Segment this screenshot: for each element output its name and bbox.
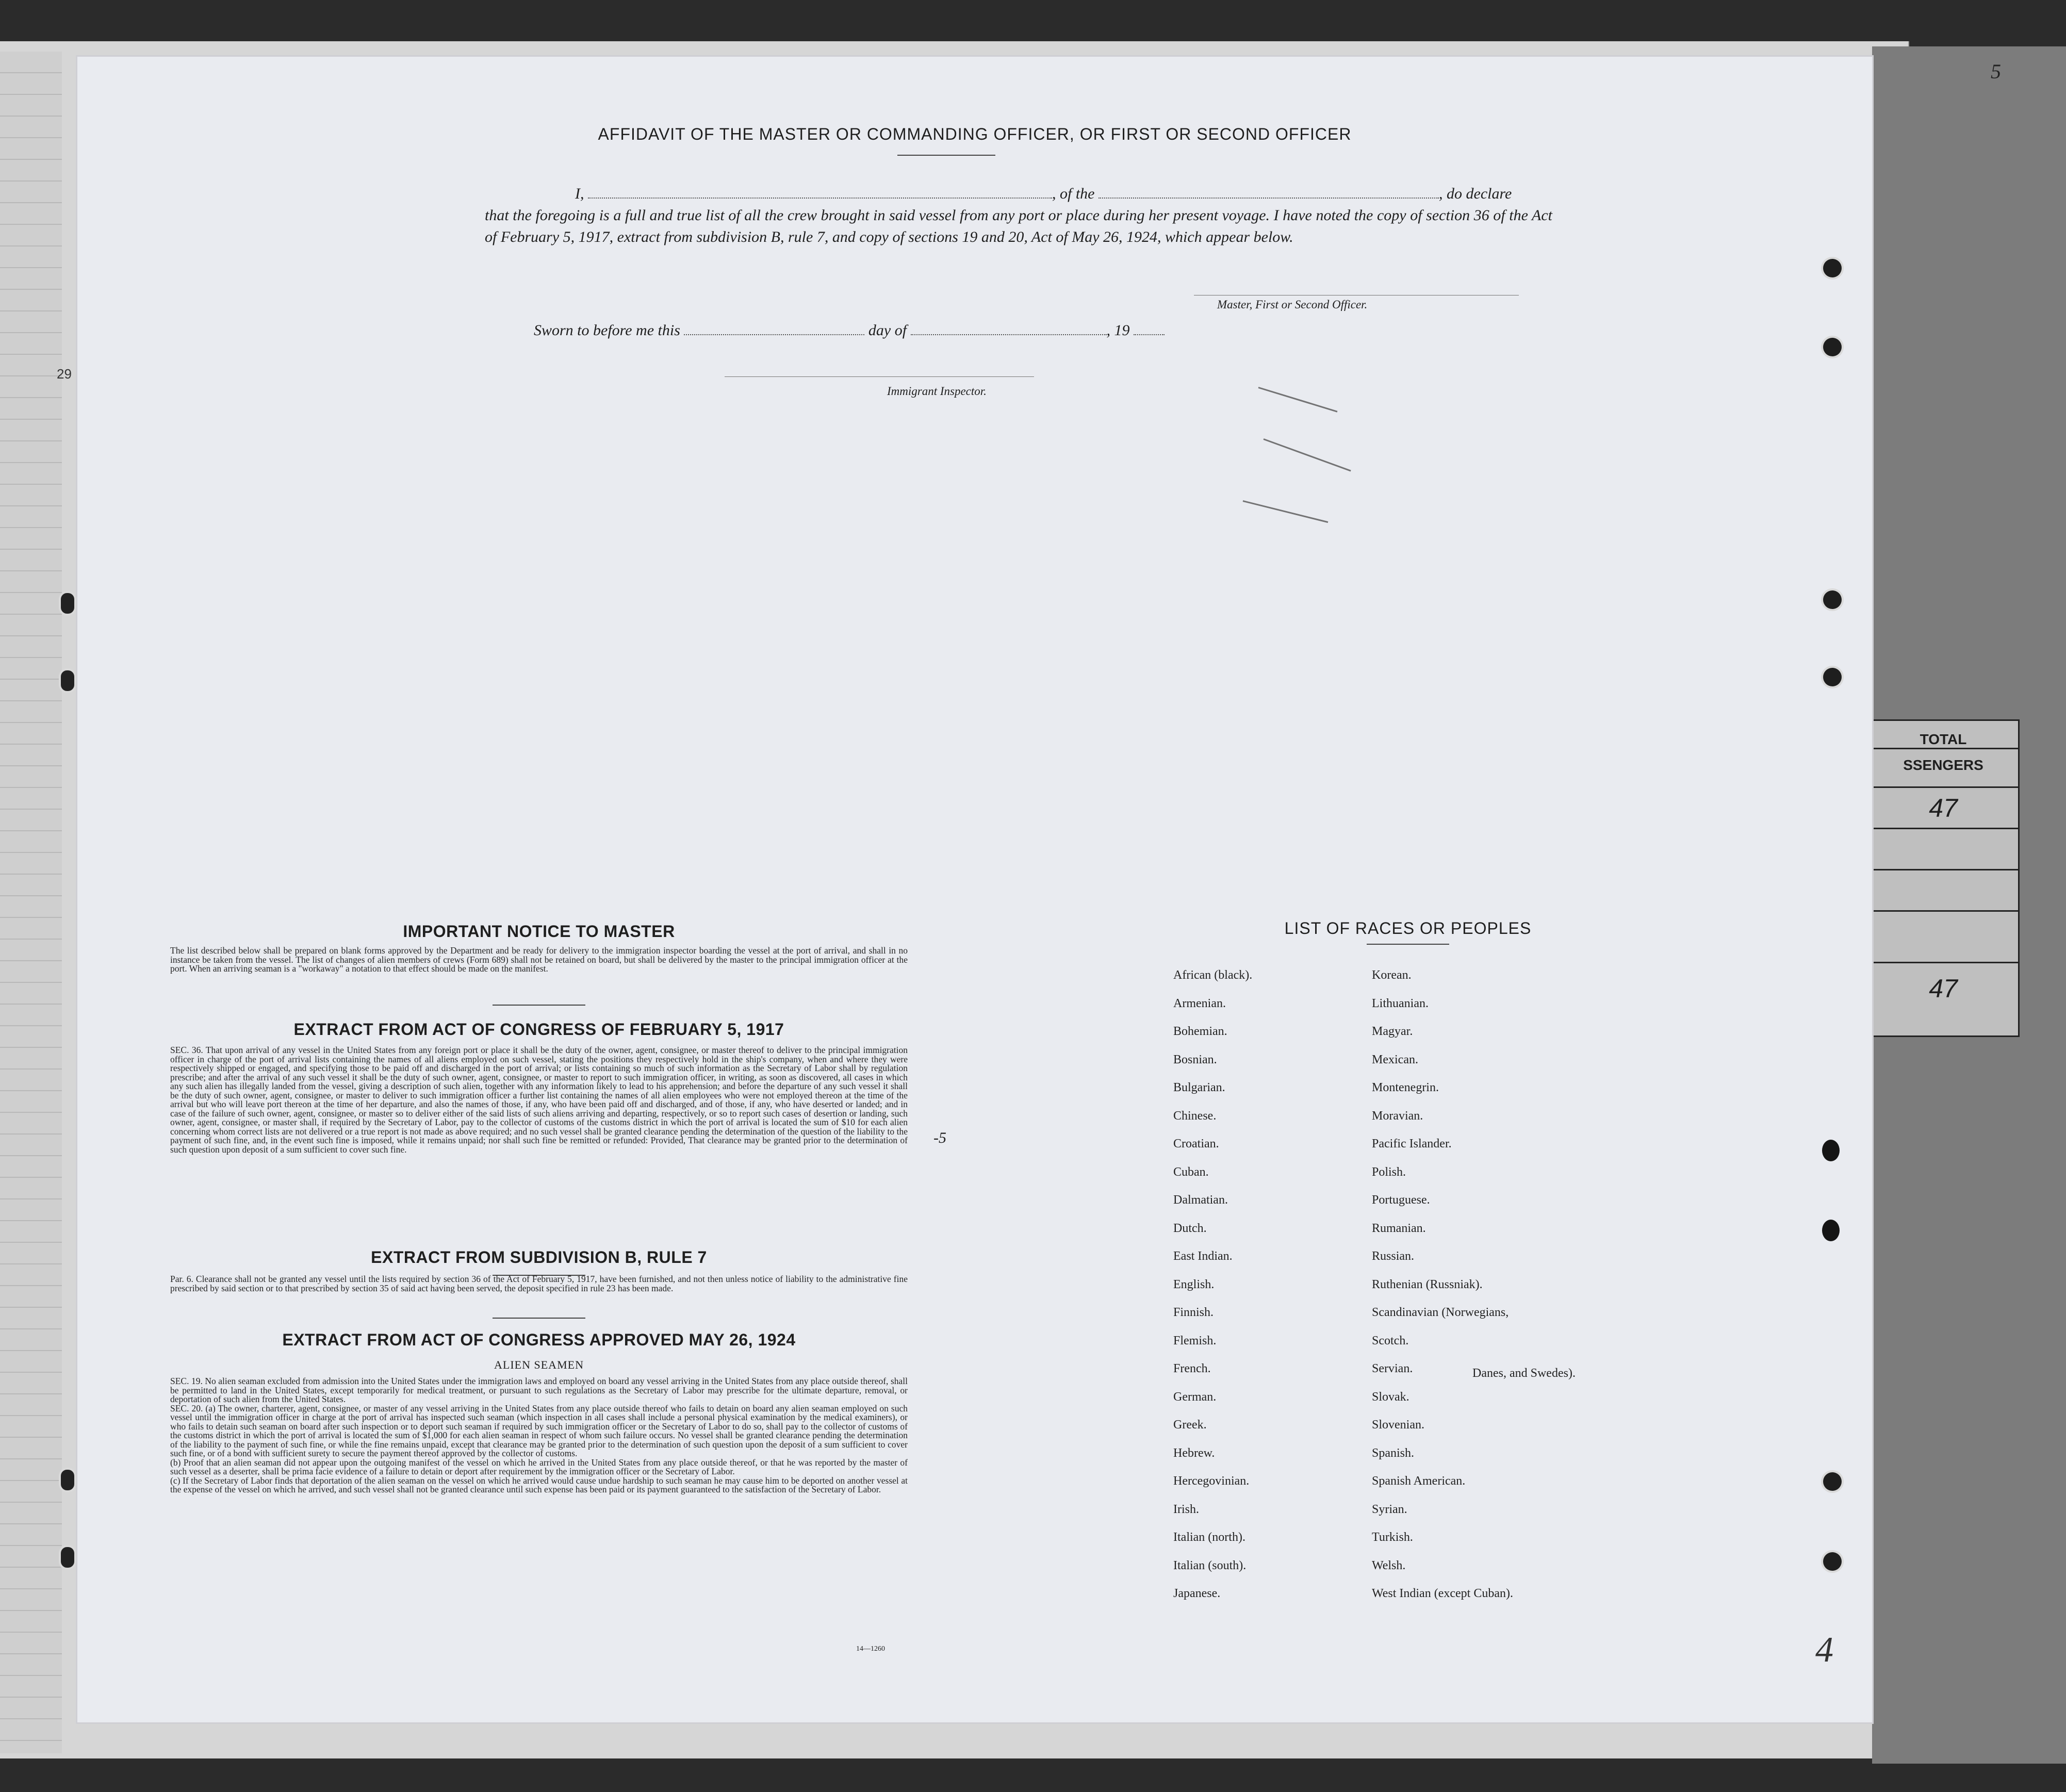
page-number-mark: 5 <box>1991 60 2001 83</box>
race-item: Chinese. <box>1173 1109 1217 1123</box>
extract-1917-body: SEC. 36. That upon arrival of any vessel in the United States from any foreign port or place it shall be the duty of the owner, agent, consignee, or master thereof to deliver to the principal immigration officer in charge of the port of arrival lists containing the names of all aliens employed on such vessel, stating the positions they respectively hold in the ship's company, when and where they were respectively shipped or engaged, and specifying those to be paid off and discharged in the port of arrival; or lists containing so much of such information as the Secretary of Labor shall by regulation prescribe; and after the arrival of any such vessel it shall be the duty of such owner, agent, consignee, or master to report to such immigration officer, in writing, as soon as discovered, all cases in which any such alien has illegally landed from the vessel, giving a description of such alien, together with any information likely to lead to his apprehension; and before the departure of any such vessel it shall be the duty of such owner, agent, consignee, or master to deliver to such immigration officer a further list containing the names of all alien employees who were not employed thereon at the time of the arrival but who will leave port thereon at the time of her departure, and also the names of those, if any, who have been paid off and discharged, and of those, if any, who have deserted or landed; and in case of the failure of such owner, agent, consignee, or master so to deliver either of the said lists of such aliens arriving and departing, respectively, or so to report such cases of desertion or landing, such owner, agent, consignee, or master shall, if required by the Secretary of Labor, pay to the collector of customs of the customs district in which the port of arrival is located the sum of $10 for each alien concerning whom correct lists are not delivered or a true report is not made as above required; and no such vessel shall be granted clearance pending the determination of the question of the liability to the payment of such fine, and, in the event such fine is imposed, while it remains unpaid; nor shall such fine be remitted or refunded: Provided, That clearance may be granted prior to the determination of such question upon deposit of a sum sufficient to cover such fine. <box>170 1045 908 1155</box>
binder-hole <box>1823 1552 1842 1571</box>
race-item: Syrian. <box>1372 1502 1407 1516</box>
section-rule <box>493 1005 585 1006</box>
form-number: 14—1260 <box>856 1645 885 1653</box>
race-item: Spanish American. <box>1372 1474 1466 1488</box>
race-item: Mexican. <box>1372 1053 1418 1066</box>
declaration-first-line <box>485 183 1552 205</box>
race-item: Finnish. <box>1173 1306 1214 1319</box>
race-item-continuation: Danes, and Swedes). <box>1472 1367 1576 1380</box>
race-item: Lithuanian. <box>1372 996 1429 1010</box>
race-item: German. <box>1173 1390 1217 1404</box>
race-item: Hebrew. <box>1173 1446 1215 1460</box>
race-item: Korean. <box>1372 968 1412 982</box>
margin-dash-mark: -5 <box>933 1129 946 1146</box>
binder-hole <box>1823 590 1842 609</box>
punch-hole <box>1822 1220 1840 1241</box>
race-item: Irish. <box>1173 1502 1199 1516</box>
table-value-total: 47 <box>1868 788 2018 829</box>
race-item: Japanese. <box>1173 1587 1221 1600</box>
table-row-empty <box>1868 870 2018 912</box>
left-edge-hole <box>61 593 74 614</box>
left-edge-hole <box>61 1470 74 1490</box>
race-item: Armenian. <box>1173 996 1226 1010</box>
race-item: Montenegrin. <box>1372 1081 1439 1094</box>
race-item: Spanish. <box>1372 1446 1415 1460</box>
handwritten-mark: 4 <box>1815 1630 1833 1670</box>
race-item: West Indian (except Cuban). <box>1372 1587 1513 1600</box>
pen-smudge <box>1243 500 1329 523</box>
race-item: Italian (north). <box>1173 1531 1245 1544</box>
race-item: Welsh. <box>1372 1558 1406 1572</box>
section-20a-text: SEC. 20. (a) The owner, charterer, agent, consignee, or master of any vessel arriving in the United States from any place outside thereof who fails to detain on board any alien seaman employed on such vessel until the immigration officer in charge at the port of arrival has inspected such seaman (which inspection in all cases shall include a personal physical examination by the medical examiners), or who fails to detain such seaman on board after such inspection or to deport such seaman if required by such immigration officer or the Secretary of Labor to do so, shall pay to the collector of customs of the customs district in which the port of arrival is located the sum of $1,000 for each alien seaman in respect of whom such failure occurs. No vessel shall be granted clearance pending the determination of the liability to the payment of such fine, or while the fine remains unpaid, except that clearance may be granted prior to the determination of such question upon the deposit of a sum sufficient to cover such fine, or of a bond with sufficient surety to secure the payment thereof approved by the collector of customs. <box>170 1403 908 1458</box>
race-item: Servian. <box>1372 1362 1413 1375</box>
table-row-empty <box>1868 912 2018 963</box>
master-caption: Master, First or Second Officer. <box>1217 298 1368 311</box>
affidavit-page <box>77 57 1872 1722</box>
punch-hole <box>1822 1140 1840 1161</box>
section-19-text: SEC. 19. No alien seaman excluded from admission into the United States under the immigration laws and employed on board any vessel arriving in the United States from any place outside thereof, shall be permitted to land in the United States, except temporarily for medical treatment, or pursuant to such regulations as the Secretary of Labor may prescribe for the ultimate departure, removal, or deportation of such alien from the United States. <box>170 1376 908 1404</box>
section-rule <box>1367 944 1449 945</box>
section-20c-text: (c) If the Secretary of Labor finds that deportation of the alien seaman on the vessel on which he arrived would cause undue hardship to such seaman he may cause him to be deported on another vessel at the expense of the vessel on which he arrived, and such vessel shall not be granted clearance until such expense has been paid or its payment guaranteed to the satisfaction of the Secretary of Labor. <box>170 1475 908 1494</box>
notice-body: The list described below shall be prepared on blank forms approved by the Department and be ready for delivery to the immigration inspector boarding the vessel at the port of arrival, and shall in no instance be taken from the vessel. The list of changes of alien members of crews (Form 689) shall not be retained on board, but shall be delivered by the master to the principal immigration officer at the port. When an arriving seaman is a "workaway" a notation to that effect should be made on the manifest. <box>170 945 908 974</box>
title-rule <box>897 155 995 156</box>
table-row-empty <box>1868 829 2018 870</box>
race-item: African (black). <box>1173 968 1253 982</box>
declare-text: , do declare <box>1439 185 1512 202</box>
section-20b-text: (b) Proof that an alien seaman did not appear upon the outgoing manifest of the vessel on which he arrived in the United States from any place outside thereof, or that he was reported by the master of such vessel as a deserter, shall be prima facie evidence of a failure to detain or deport after requirement by the immigration officer or the Secretary of Labor. <box>170 1457 908 1476</box>
race-item: French. <box>1173 1362 1211 1375</box>
race-item: Turkish. <box>1372 1531 1413 1544</box>
pen-smudge <box>1263 438 1351 471</box>
binder-hole <box>1823 259 1842 277</box>
extract-1924-body <box>170 1377 908 1494</box>
race-item: Rumanian. <box>1372 1221 1426 1235</box>
section-rule <box>493 1318 585 1319</box>
race-item: English. <box>1173 1277 1215 1291</box>
inspector-signature-line[interactable] <box>725 376 1034 377</box>
race-item: Slovenian. <box>1372 1418 1424 1432</box>
table-value-grand-total: 47 <box>1929 974 1958 1003</box>
pen-smudge <box>1258 387 1338 413</box>
notice-title: IMPORTANT NOTICE TO MASTER <box>403 922 675 941</box>
rule7-title: EXTRACT FROM SUBDIVISION B, RULE 7 <box>371 1248 707 1267</box>
left-edge-hole <box>61 1547 74 1568</box>
extract-1924-title: EXTRACT FROM ACT OF CONGRESS APPROVED MAY 26, 1924 <box>282 1330 796 1349</box>
race-item: Bohemian. <box>1173 1025 1227 1038</box>
sworn-prefix: Sworn to before me this <box>534 322 680 339</box>
extract-1917-title: EXTRACT FROM ACT OF CONGRESS OF FEBRUARY 5, 1917 <box>293 1020 784 1039</box>
table-header-passengers: SSENGERS <box>1868 757 2018 788</box>
race-item: Moravian. <box>1372 1109 1423 1123</box>
sworn-year-prefix: , 19 <box>1106 322 1130 339</box>
sworn-line <box>534 320 1165 341</box>
rule7-body: Par. 6. Clearance shall not be granted any vessel until the lists required by section 36 of the Act of February 5, 1917, have been furnished, and not then unless notice of liability to the administrative fine prescribed by said section or to that prescribed by section 35 of said act having been served, the deposit specified in rule 23 has been made. <box>170 1274 908 1293</box>
race-item: East Indian. <box>1173 1250 1233 1263</box>
race-item: Ruthenian (Russniak). <box>1372 1277 1483 1291</box>
binder-hole <box>1823 1472 1842 1491</box>
race-item: Cuban. <box>1173 1165 1209 1179</box>
sworn-day-field[interactable] <box>684 334 864 335</box>
race-item: Scotch. <box>1372 1334 1409 1347</box>
race-item: Dalmatian. <box>1173 1193 1228 1207</box>
declarant-name-field[interactable] <box>588 198 1052 199</box>
race-item: Bosnian. <box>1173 1053 1217 1066</box>
inspector-caption: Immigrant Inspector. <box>887 385 987 398</box>
declaration-body: that the foregoing is a full and true list of all the crew brought in said vessel from any port or place during her present voyage. I have noted the copy of section 36 of the Act of February 5, 1917, extract from subdivision B, rule 7, and copy of sections 19 and 20, Act of May 26, 1924, which appear below. <box>485 207 1552 245</box>
sworn-month-field[interactable] <box>911 334 1107 335</box>
race-item: Greek. <box>1173 1418 1207 1432</box>
sworn-day-of: day of <box>868 322 907 339</box>
races-title: LIST OF RACES OR PEOPLES <box>1284 919 1532 938</box>
margin-number: 29 <box>57 366 72 382</box>
race-item: Bulgarian. <box>1173 1081 1225 1094</box>
declarant-prefix: I, <box>575 185 584 202</box>
passenger-total-table <box>1867 719 2020 1037</box>
race-item: Italian (south). <box>1173 1558 1247 1572</box>
race-item: Flemish. <box>1173 1334 1217 1347</box>
alien-seamen-subtitle: ALIEN SEAMEN <box>494 1358 584 1371</box>
affidavit-title: AFFIDAVIT OF THE MASTER OR COMMANDING OFFICER, OR FIRST OR SECOND OFFICER <box>598 125 1352 143</box>
race-item: Portuguese. <box>1372 1193 1430 1207</box>
binder-hole <box>1823 668 1842 686</box>
affidavit-declaration <box>485 183 1552 248</box>
race-item: Dutch. <box>1173 1221 1207 1235</box>
race-item: Hercegovinian. <box>1173 1474 1250 1488</box>
sworn-year-field[interactable] <box>1134 334 1165 335</box>
underlying-ruled-lines <box>0 52 62 1753</box>
race-item: Croatian. <box>1173 1137 1219 1150</box>
left-edge-hole <box>61 670 74 691</box>
binder-hole <box>1823 338 1842 356</box>
race-item: Scandinavian (Norwegians, <box>1372 1306 1509 1319</box>
race-item: Polish. <box>1372 1165 1406 1179</box>
of-the-text: , of the <box>1052 185 1095 202</box>
race-item: Slovak. <box>1372 1390 1409 1404</box>
race-item: Magyar. <box>1372 1025 1413 1038</box>
race-item: Pacific Islander. <box>1372 1137 1452 1150</box>
vessel-name-field[interactable] <box>1098 198 1439 199</box>
race-item: Russian. <box>1372 1250 1415 1263</box>
table-header-total: TOTAL <box>1868 731 2018 749</box>
